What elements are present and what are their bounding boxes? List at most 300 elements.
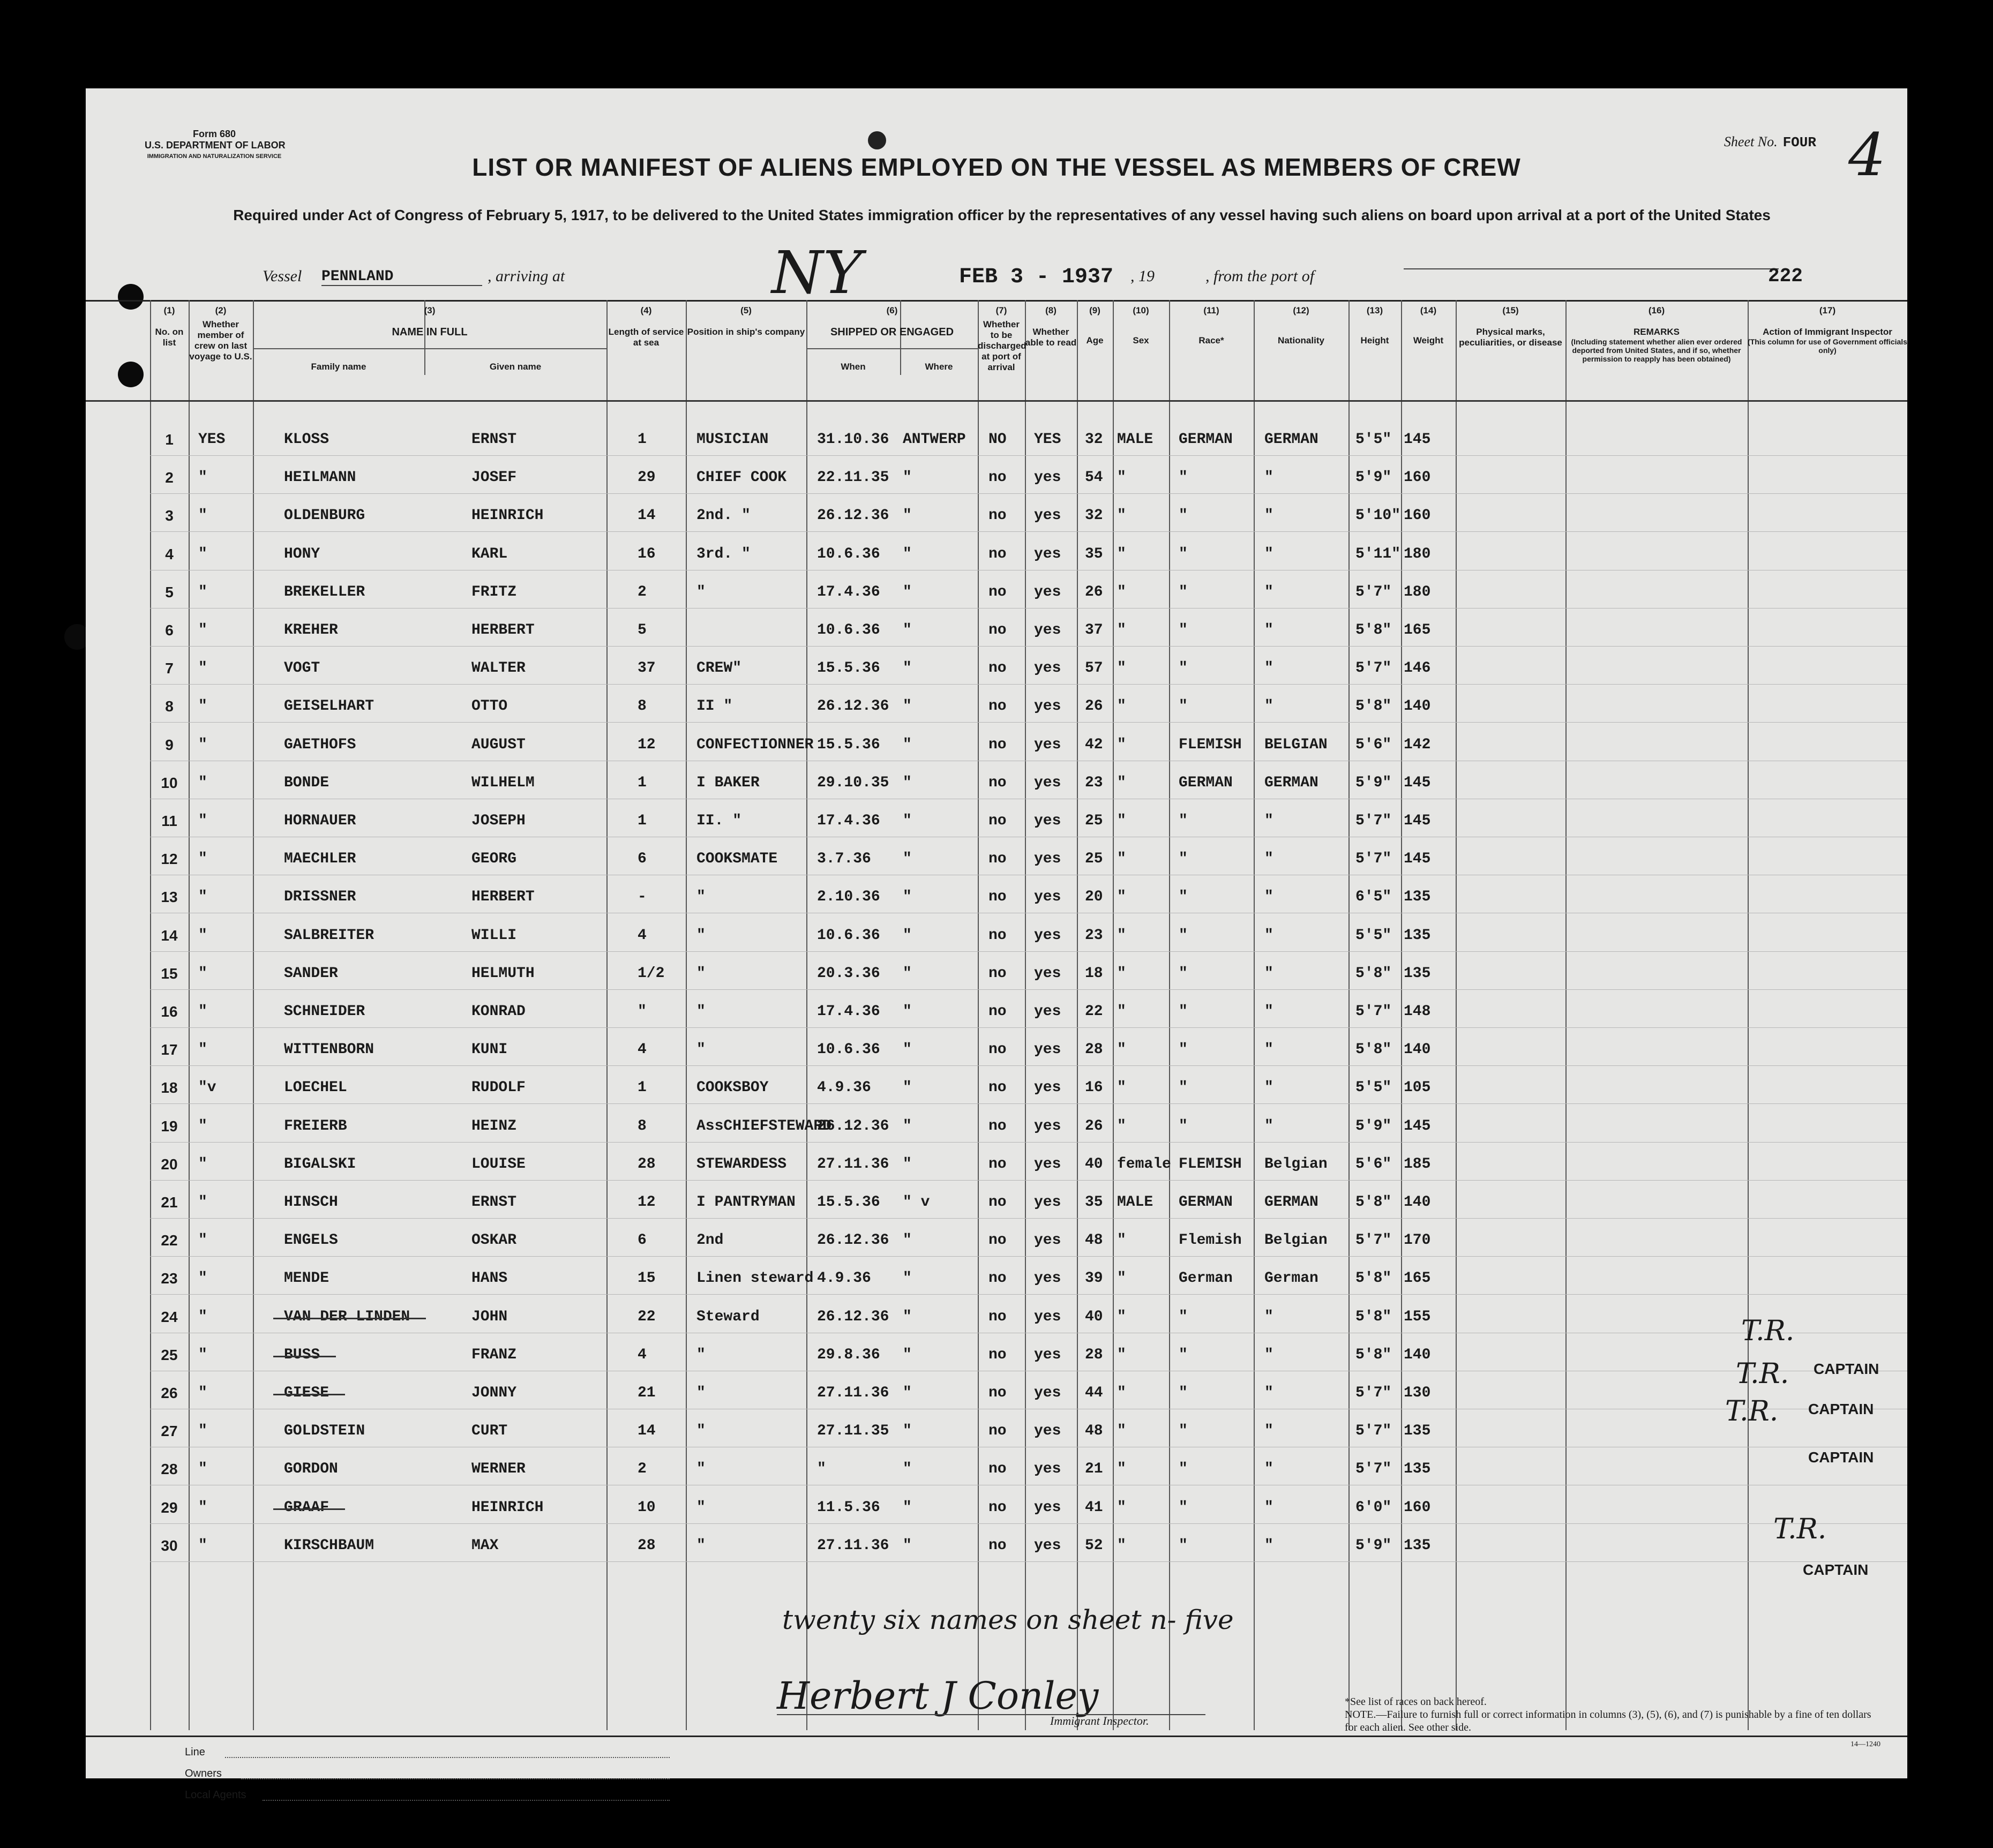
- shipped-when-cell: 15.5.36: [817, 660, 880, 677]
- race-cell: ": [1179, 813, 1188, 829]
- inspector-initials: T.R.: [1773, 1513, 1827, 1545]
- race-cell: ": [1179, 1346, 1188, 1363]
- age-cell: 41: [1085, 1499, 1103, 1516]
- shipped-where-cell: ": [903, 851, 912, 868]
- weight-cell: 145: [1404, 774, 1431, 791]
- age-cell: 20: [1085, 889, 1103, 906]
- family-name-cell: MAECHLER: [284, 851, 356, 868]
- age-cell: 57: [1085, 660, 1103, 677]
- shipped-where-cell: ": [903, 698, 912, 715]
- nationality-cell: GERMAN: [1264, 431, 1318, 448]
- discharge-cell: no: [988, 1537, 1007, 1554]
- service-length-cell: 29: [638, 469, 656, 486]
- nationality-cell: German: [1264, 1270, 1318, 1287]
- discharge-cell: no: [988, 851, 1007, 868]
- family-name-cell: VOGT: [284, 660, 320, 677]
- from-port-label: , from the port of: [1205, 267, 1315, 285]
- age-cell: 52: [1085, 1537, 1103, 1554]
- shipped-where-cell: ": [903, 469, 912, 486]
- family-name-cell: GRAAF: [284, 1499, 329, 1516]
- age-cell: 40: [1085, 1155, 1103, 1173]
- shipped-when-cell: 26.12.36: [817, 698, 889, 715]
- nationality-cell: ": [1264, 507, 1273, 524]
- height-cell: 5'7": [1355, 1003, 1392, 1020]
- shipped-where-cell: " v: [903, 1194, 930, 1211]
- captain-stamp: CAPTAIN: [1808, 1401, 1874, 1417]
- shipped-when-cell: 4.9.36: [817, 1079, 871, 1096]
- nationality-cell: ": [1264, 1346, 1273, 1363]
- family-name-cell: GORDON: [284, 1461, 338, 1478]
- race-cell: ": [1179, 1461, 1188, 1478]
- service-length-cell: 5: [638, 622, 647, 638]
- given-name-cell: MAX: [471, 1537, 499, 1554]
- local-agents-label: Local Agents: [185, 1789, 246, 1801]
- row-number: 13: [161, 889, 178, 906]
- row-number: 27: [161, 1423, 178, 1440]
- shipped-when-cell: 27.11.36: [817, 1155, 889, 1173]
- shipped-where-cell: ": [903, 889, 912, 906]
- manifest-sheet: [86, 88, 1907, 1801]
- service-length-cell: 1: [638, 1079, 647, 1096]
- row-number: 19: [161, 1117, 178, 1135]
- age-cell: 28: [1085, 1346, 1103, 1363]
- header-label: Height: [1360, 335, 1389, 345]
- age-cell: 28: [1085, 1041, 1103, 1058]
- able-to-read-cell: yes: [1034, 1499, 1061, 1516]
- given-name-cell: GEORG: [471, 851, 517, 868]
- position-cell: ": [696, 965, 706, 982]
- sex-cell: ": [1117, 774, 1126, 791]
- header-num: (4): [640, 305, 652, 315]
- row-rule: [150, 1294, 1907, 1295]
- service-length-cell: 8: [638, 698, 647, 715]
- row-number: 16: [161, 1003, 178, 1020]
- height-cell: 5'9": [1355, 469, 1392, 486]
- discharge-cell: no: [988, 1499, 1007, 1516]
- given-name-cell: WALTER: [471, 660, 526, 677]
- header-num: (6): [886, 305, 898, 315]
- height-cell: 5'5": [1355, 1079, 1392, 1096]
- shipped-where-cell: ": [903, 545, 912, 562]
- given-name-cell: HANS: [471, 1270, 508, 1287]
- nationality-cell: ": [1264, 698, 1273, 715]
- race-cell: Flemish: [1179, 1232, 1242, 1249]
- header-label: Age: [1086, 335, 1104, 345]
- discharge-cell: no: [988, 545, 1007, 562]
- position-cell: ": [696, 1423, 706, 1440]
- able-to-read-cell: yes: [1034, 469, 1061, 486]
- nationality-cell: ": [1264, 1385, 1273, 1401]
- service-length-cell: -: [638, 889, 647, 906]
- row-number: 7: [165, 660, 174, 677]
- discharge-cell: no: [988, 813, 1007, 829]
- height-cell: 5'7": [1355, 851, 1392, 868]
- able-to-read-cell: yes: [1034, 851, 1061, 868]
- given-name-cell: LOUISE: [471, 1155, 526, 1173]
- discharge-cell: no: [988, 1041, 1007, 1058]
- row-rule: [150, 493, 1907, 494]
- shipped-where-cell: ": [903, 813, 912, 829]
- family-name-cell: BIGALSKI: [284, 1155, 356, 1173]
- service-length-cell: 28: [638, 1155, 656, 1173]
- footer-notes: [1345, 1695, 1880, 1751]
- weight-cell: 145: [1404, 431, 1431, 448]
- able-to-read-cell: yes: [1034, 1194, 1061, 1211]
- nationality-cell: ": [1264, 583, 1273, 600]
- sex-cell: ": [1117, 1461, 1126, 1478]
- sex-cell: ": [1117, 889, 1126, 906]
- nationality-cell: BELGIAN: [1264, 736, 1328, 753]
- sex-cell: ": [1117, 965, 1126, 982]
- weight-cell: 140: [1404, 1041, 1431, 1058]
- given-name-cell: JONNY: [471, 1385, 517, 1401]
- shipped-where-cell: ": [903, 507, 912, 524]
- able-to-read-cell: yes: [1034, 813, 1061, 829]
- family-name-cell: BONDE: [284, 774, 329, 791]
- able-to-read-cell: YES: [1034, 431, 1061, 448]
- row-number: 10: [161, 774, 178, 791]
- age-cell: 25: [1085, 851, 1103, 868]
- family-name-cell: OLDENBURG: [284, 507, 365, 524]
- row-number: 20: [161, 1155, 178, 1173]
- discharge-cell: no: [988, 1194, 1007, 1211]
- shipped-where-cell: ": [903, 927, 912, 944]
- age-cell: 44: [1085, 1385, 1103, 1401]
- discharge-cell: no: [988, 1308, 1007, 1325]
- inspector-initials: T.R.: [1725, 1395, 1779, 1428]
- header-given-name: Given name: [489, 362, 542, 372]
- sex-cell: ": [1117, 698, 1126, 715]
- nationality-cell: ": [1264, 1423, 1273, 1440]
- header-num: (16): [1648, 305, 1665, 315]
- given-name-cell: HERBERT: [471, 889, 535, 906]
- given-name-cell: ERNST: [471, 431, 517, 448]
- race-cell: FLEMISH: [1179, 736, 1242, 753]
- height-cell: 5'10": [1355, 507, 1401, 524]
- given-name-cell: OTTO: [471, 698, 508, 715]
- age-cell: 42: [1085, 736, 1103, 753]
- header-num: (11): [1203, 305, 1219, 315]
- row-rule: [150, 951, 1907, 952]
- nationality-cell: ": [1264, 1461, 1273, 1478]
- height-cell: 5'8": [1355, 1041, 1392, 1058]
- shipped-when-cell: 29.10.35: [817, 774, 889, 791]
- sex-cell: ": [1117, 1079, 1126, 1096]
- family-name-cell: LOECHEL: [284, 1079, 347, 1096]
- row-rule: [150, 1561, 1907, 1562]
- last-voyage-cell: ": [198, 1308, 207, 1325]
- race-cell: ": [1179, 660, 1188, 677]
- weight-cell: 135: [1404, 1423, 1431, 1440]
- height-cell: 5'9": [1355, 1537, 1392, 1554]
- family-name-cell: HONY: [284, 545, 320, 562]
- able-to-read-cell: yes: [1034, 1270, 1061, 1287]
- service-length-cell: 1: [638, 774, 647, 791]
- sheet-number-label: Sheet No.: [1724, 134, 1778, 149]
- shipped-when-cell: 10.6.36: [817, 927, 880, 944]
- height-cell: 5'6": [1355, 736, 1392, 753]
- shipped-when-cell: 11.5.36: [817, 1499, 880, 1516]
- header-label: Whether able to read: [1025, 327, 1077, 348]
- family-name-cell: GEISELHART: [284, 698, 374, 715]
- weight-cell: 155: [1404, 1308, 1431, 1325]
- weight-cell: 135: [1404, 889, 1431, 906]
- row-number: 26: [161, 1385, 178, 1401]
- shipped-when-cell: 2.10.36: [817, 889, 880, 906]
- height-cell: 5'5": [1355, 927, 1392, 944]
- header-num: (7): [995, 305, 1007, 315]
- position-cell: II. ": [696, 813, 742, 829]
- service-length-cell: 4: [638, 1346, 647, 1363]
- weight-cell: 145: [1404, 851, 1431, 868]
- given-name-cell: WERNER: [471, 1461, 526, 1478]
- header-num: (17): [1819, 305, 1836, 315]
- sex-cell: ": [1117, 1385, 1126, 1401]
- given-name-cell: JOSEPH: [471, 813, 526, 829]
- shipped-when-cell: 10.6.36: [817, 622, 880, 638]
- service-length-cell: 12: [638, 736, 656, 753]
- family-name-cell: DRISSNER: [284, 889, 356, 906]
- service-length-cell: 37: [638, 660, 656, 677]
- header-label: Action of Immigrant Inspector: [1763, 327, 1892, 337]
- family-name-cell: BUSS: [284, 1346, 320, 1363]
- family-name-cell: FREIERB: [284, 1117, 347, 1135]
- shipped-where-cell: ": [903, 1041, 912, 1058]
- arriving-port: NY: [771, 238, 862, 307]
- able-to-read-cell: yes: [1034, 774, 1061, 791]
- family-name-cell: SANDER: [284, 965, 338, 982]
- position-cell: ": [696, 1041, 706, 1058]
- able-to-read-cell: yes: [1034, 1423, 1061, 1440]
- sex-cell: ": [1117, 469, 1126, 486]
- captain-stamp: CAPTAIN: [1803, 1561, 1869, 1578]
- height-cell: 5'8": [1355, 1308, 1392, 1325]
- shipped-where-cell: ": [903, 583, 912, 600]
- race-cell: ": [1179, 698, 1188, 715]
- position-cell: 2nd. ": [696, 507, 751, 524]
- shipped-where-cell: ANTWERP: [903, 431, 966, 448]
- age-cell: 16: [1085, 1079, 1103, 1096]
- page-subtitle: Required under Act of Congress of February 5, 1917, to be delivered to the United States immigration officer by the representatives of any vessel having such aliens on board upon arrival at a port of the United States: [233, 207, 1771, 223]
- row-number: 11: [161, 813, 177, 829]
- height-cell: 5'8": [1355, 622, 1392, 638]
- weight-cell: 160: [1404, 507, 1431, 524]
- family-name-cell: KLOSS: [284, 431, 329, 448]
- able-to-read-cell: yes: [1034, 1041, 1061, 1058]
- handwritten-note: twenty six names on sheet n- five: [782, 1604, 1234, 1635]
- sex-cell: MALE: [1117, 431, 1153, 448]
- discharge-cell: no: [988, 698, 1007, 715]
- position-cell: ": [696, 583, 706, 600]
- given-name-cell: JOHN: [471, 1308, 508, 1325]
- height-cell: 5'6": [1355, 1155, 1392, 1173]
- nationality-cell: Belgian: [1264, 1155, 1328, 1173]
- row-number: 22: [161, 1232, 178, 1249]
- shipped-when-cell: 22.11.35: [817, 469, 889, 486]
- service-length-cell: 16: [638, 545, 656, 562]
- last-voyage-cell: ": [198, 736, 207, 753]
- sex-cell: ": [1117, 660, 1126, 677]
- shipped-when-cell: 17.4.36: [817, 813, 880, 829]
- position-cell: CONFECTIONNER: [696, 736, 814, 753]
- row-number: 1: [165, 431, 174, 448]
- given-name-cell: JOSEF: [471, 469, 517, 486]
- nationality-cell: ": [1264, 1308, 1273, 1325]
- sex-cell: ": [1117, 622, 1126, 638]
- height-cell: 5'7": [1355, 583, 1392, 600]
- family-name-cell: WITTENBORN: [284, 1041, 374, 1058]
- last-voyage-cell: ": [198, 851, 207, 868]
- weight-cell: 130: [1404, 1385, 1431, 1401]
- discharge-cell: no: [988, 1423, 1007, 1440]
- position-cell: ": [696, 1499, 706, 1516]
- races-note: *See list of races on back hereof.: [1345, 1696, 1487, 1708]
- sex-cell: MALE: [1117, 1194, 1153, 1211]
- discharge-cell: no: [988, 736, 1007, 753]
- given-name-cell: WILLI: [471, 927, 517, 944]
- shipped-where-cell: ": [903, 1499, 912, 1516]
- shipped-when-cell: 20.3.36: [817, 965, 880, 982]
- row-number: 25: [161, 1346, 178, 1363]
- arriving-label: , arriving at: [488, 267, 565, 285]
- age-cell: 39: [1085, 1270, 1103, 1287]
- shipped-when-cell: 27.11.36: [817, 1537, 889, 1554]
- row-rule: [150, 1027, 1907, 1028]
- last-voyage-cell: ": [198, 889, 207, 906]
- given-name-cell: AUGUST: [471, 736, 526, 753]
- row-number: 9: [165, 736, 174, 753]
- age-cell: 32: [1085, 507, 1103, 524]
- nationality-cell: ": [1264, 660, 1273, 677]
- shipped-where-cell: ": [903, 1385, 912, 1401]
- row-number: 4: [165, 545, 174, 562]
- row-number: 8: [165, 698, 174, 715]
- row-number: 15: [161, 965, 178, 982]
- able-to-read-cell: yes: [1034, 736, 1061, 753]
- race-cell: ": [1179, 583, 1188, 600]
- last-voyage-cell: ": [198, 927, 207, 944]
- header-label: Race*: [1198, 335, 1224, 345]
- position-cell: II ": [696, 698, 733, 715]
- inspector-initials: T.R.: [1741, 1315, 1795, 1347]
- able-to-read-cell: yes: [1034, 1117, 1061, 1135]
- header-label: No. on list: [155, 327, 184, 348]
- row-number: 12: [161, 851, 178, 868]
- weight-cell: 165: [1404, 622, 1431, 638]
- discharge-cell: NO: [988, 431, 1007, 448]
- age-cell: 26: [1085, 698, 1103, 715]
- nationality-cell: ": [1264, 889, 1273, 906]
- sex-cell: ": [1117, 851, 1126, 868]
- position-cell: 3rd. ": [696, 545, 751, 562]
- race-cell: ": [1179, 622, 1188, 638]
- shipped-when-cell: 3.7.36: [817, 851, 871, 868]
- position-cell: Linen steward: [696, 1270, 814, 1287]
- age-cell: 48: [1085, 1232, 1103, 1249]
- form-number: Form 680: [192, 129, 236, 139]
- age-cell: 22: [1085, 1003, 1103, 1020]
- shipped-where-cell: ": [903, 1232, 912, 1249]
- shipped-where-cell: ": [903, 774, 912, 791]
- family-name-cell: GAETHOFS: [284, 736, 356, 753]
- discharge-cell: no: [988, 1003, 1007, 1020]
- service-length-cell: 1/2: [638, 965, 665, 982]
- race-cell: German: [1179, 1270, 1233, 1287]
- crew-table-body: [86, 88, 1907, 1736]
- shipped-where-cell: ": [903, 1270, 912, 1287]
- nationality-cell: ": [1264, 851, 1273, 868]
- weight-cell: 142: [1404, 736, 1431, 753]
- able-to-read-cell: yes: [1034, 1308, 1061, 1325]
- row-rule: [150, 1523, 1907, 1524]
- family-name-cell: MENDE: [284, 1270, 329, 1287]
- weight-cell: 160: [1404, 469, 1431, 486]
- captain-stamp: CAPTAIN: [1814, 1361, 1879, 1377]
- age-cell: 23: [1085, 927, 1103, 944]
- nationality-cell: ": [1264, 1041, 1273, 1058]
- service-length-cell: 22: [638, 1308, 656, 1325]
- height-cell: 5'8": [1355, 698, 1392, 715]
- header-label: NAME IN FULL: [392, 326, 468, 338]
- height-cell: 5'7": [1355, 813, 1392, 829]
- height-cell: 5'7": [1355, 1461, 1392, 1478]
- row-number: 28: [161, 1461, 178, 1478]
- header-label: Sex: [1133, 335, 1149, 345]
- family-name-cell: BREKELLER: [284, 583, 365, 600]
- position-cell: ": [696, 1003, 706, 1020]
- age-cell: 35: [1085, 545, 1103, 562]
- row-rule: [150, 646, 1907, 647]
- service-name: IMMIGRATION AND NATURALIZATION SERVICE: [147, 153, 282, 160]
- shipped-where-cell: ": [903, 1155, 912, 1173]
- shipped-where-cell: ": [903, 1003, 912, 1020]
- height-cell: 5'8": [1355, 1194, 1392, 1211]
- height-cell: 5'11": [1355, 545, 1401, 562]
- race-cell: ": [1179, 1537, 1188, 1554]
- family-name-cell: SCHNEIDER: [284, 1003, 365, 1020]
- weight-cell: 160: [1404, 1499, 1431, 1516]
- given-name-cell: RUDOLF: [471, 1079, 526, 1096]
- vessel-number: 222: [1768, 265, 1803, 287]
- service-length-cell: 6: [638, 851, 647, 868]
- weight-cell: 180: [1404, 583, 1431, 600]
- last-voyage-cell: ": [198, 774, 207, 791]
- weight-cell: 135: [1404, 965, 1431, 982]
- service-length-cell: 2: [638, 1461, 647, 1478]
- height-cell: 5'7": [1355, 1385, 1392, 1401]
- vessel-label: Vessel: [263, 267, 302, 285]
- shipped-where-cell: ": [903, 1537, 912, 1554]
- able-to-read-cell: yes: [1034, 507, 1061, 524]
- height-cell: 5'7": [1355, 1423, 1392, 1440]
- shipped-when-cell: 26.12.36: [817, 1308, 889, 1325]
- shipped-where-cell: ": [903, 736, 912, 753]
- weight-cell: 148: [1404, 1003, 1431, 1020]
- last-voyage-cell: ": [198, 1537, 207, 1554]
- year-label: , 19: [1130, 267, 1155, 285]
- service-length-cell: 14: [638, 1423, 656, 1440]
- discharge-cell: no: [988, 965, 1007, 982]
- header-num: (8): [1045, 305, 1057, 315]
- shipped-when-cell: 17.4.36: [817, 583, 880, 600]
- header-label: Nationality: [1278, 335, 1324, 345]
- family-name-cell: HINSCH: [284, 1194, 338, 1211]
- line-label: Line: [185, 1746, 205, 1758]
- inspector-label: Immigrant Inspector.: [1050, 1714, 1149, 1727]
- header-label: Whether to be discharged at port of arrival: [978, 319, 1027, 372]
- weight-cell: 135: [1404, 927, 1431, 944]
- family-name-cell: ENGELS: [284, 1232, 338, 1249]
